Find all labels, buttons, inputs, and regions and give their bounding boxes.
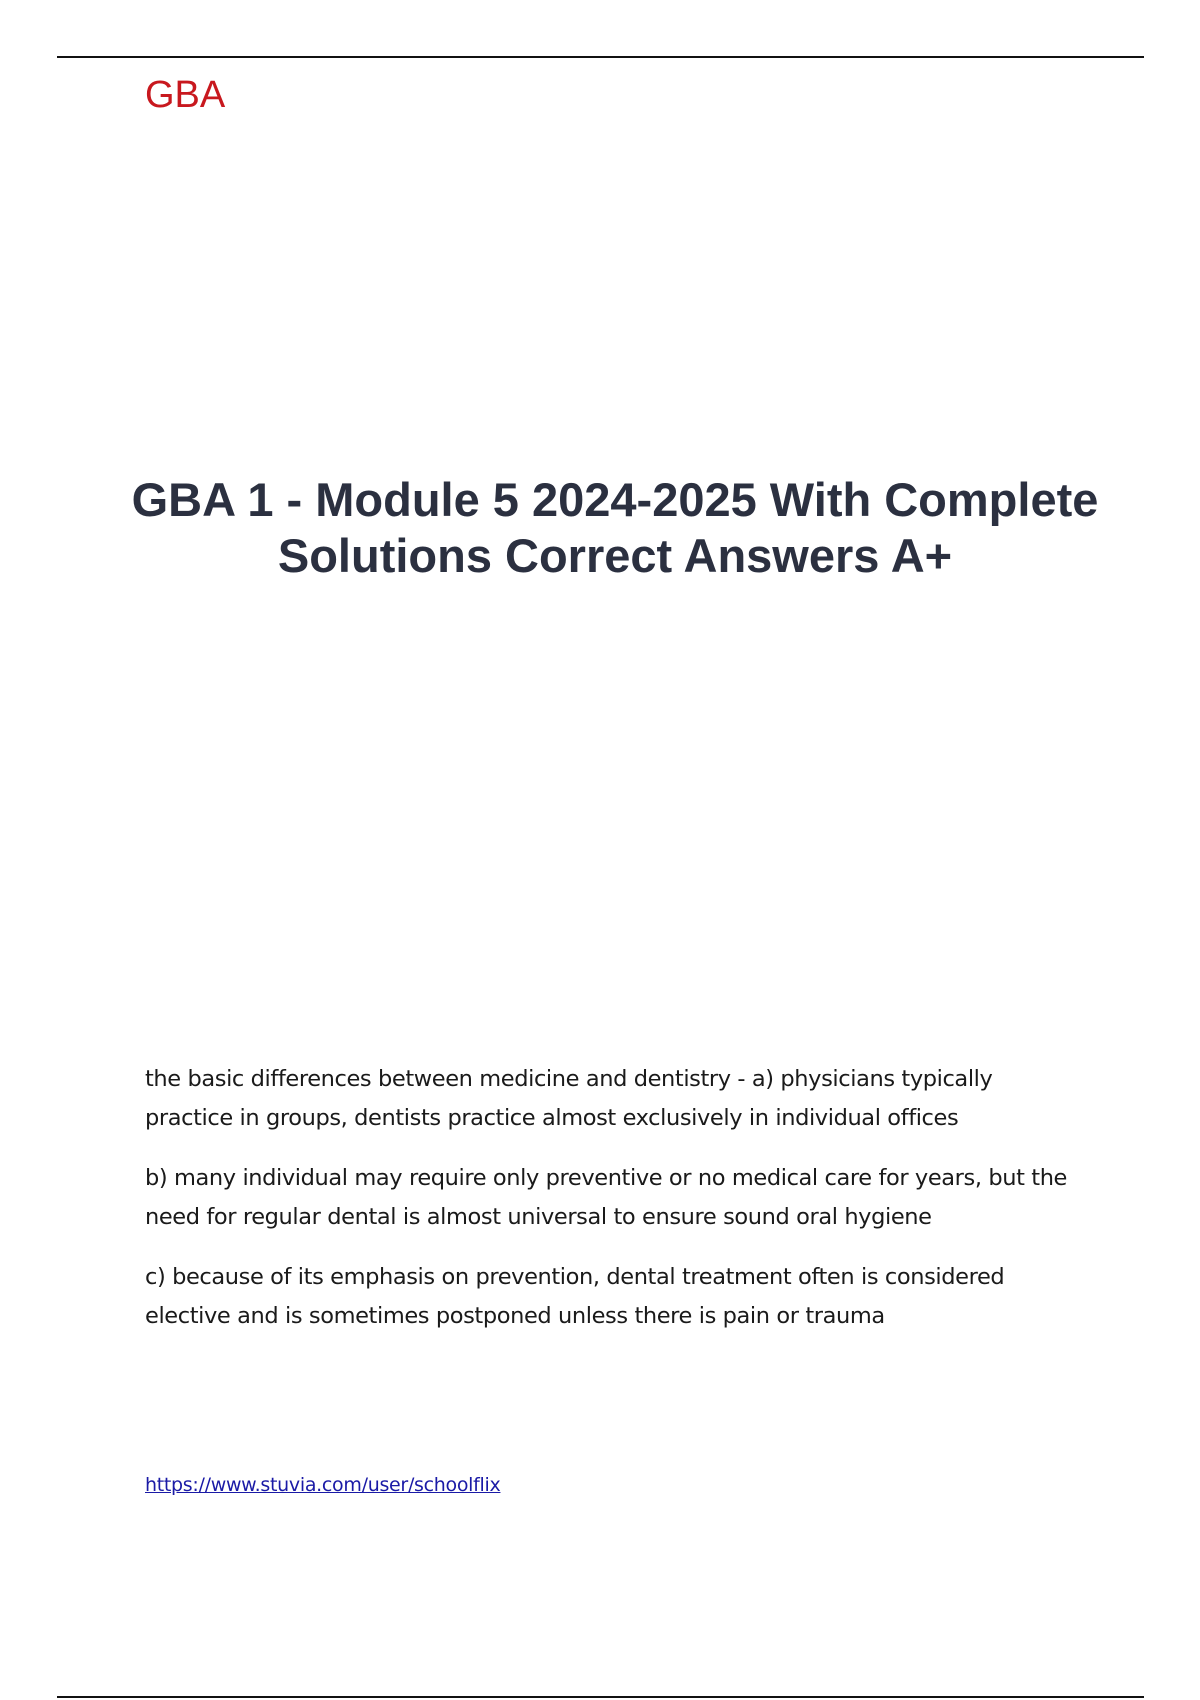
paragraph-c: c) because of its emphasis on prevention, dental treatment often is considered elective and is sometimes postponed unless there is pain or trauma (145, 1264, 1005, 1329)
paragraph-b: b) many individual may require only preventive or no medical care for years, but the need for regular dental is almost universal to ensure sound oral hygiene (145, 1165, 1068, 1230)
profile-link[interactable]: https://www.stuvia.com/user/schoolflix (145, 1474, 501, 1496)
header-label: GBA (145, 74, 226, 116)
header-divider (57, 56, 1144, 58)
document-title: GBA 1 - Module 5 2024-2025 With Complete Solutions Correct Answers A+ (131, 473, 1099, 582)
paragraph-a: the basic differences between medicine and dentistry - a) physicians typically practice in groups, dentists practice almost exclusively in individual offices (145, 1066, 993, 1131)
footer-divider (57, 1696, 1144, 1698)
document-body (145, 1060, 1075, 1357)
